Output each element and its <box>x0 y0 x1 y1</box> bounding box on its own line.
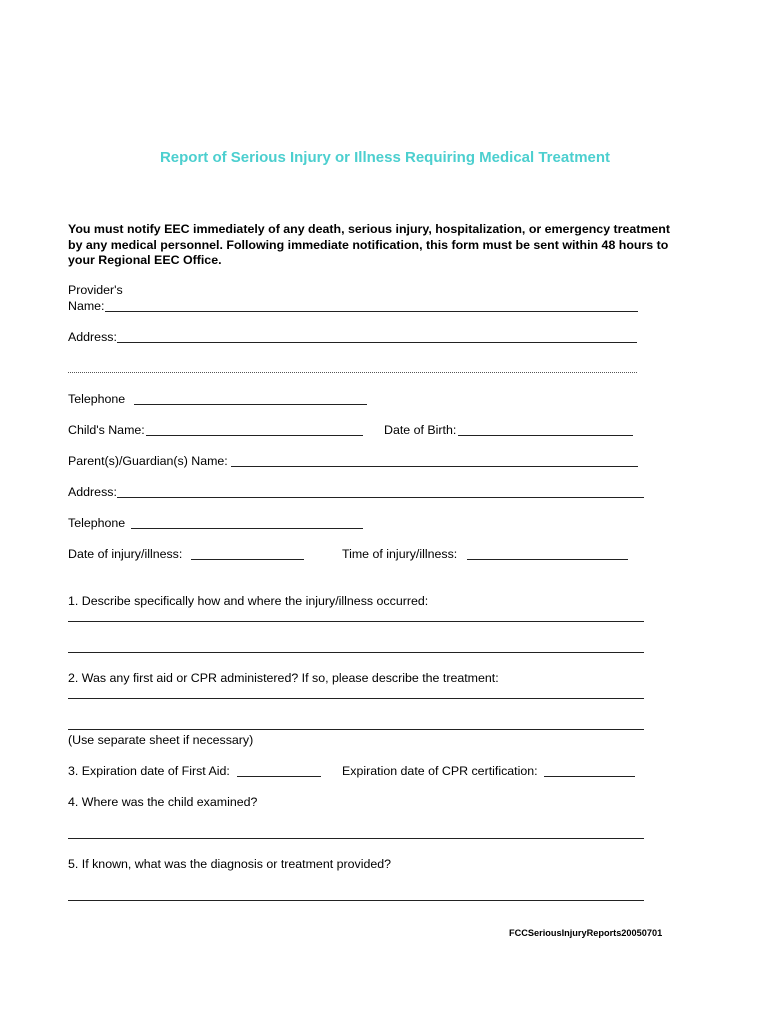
cpr-expiration-label: Expiration date of CPR certification: <box>342 764 538 778</box>
injury-time-field[interactable] <box>467 559 628 560</box>
provider-label-line1: Provider's <box>68 283 123 297</box>
intro-line-1: You must notify EEC immediately of any death, serious injury, hospitalization, or emergency treatment <box>68 222 670 236</box>
q2-answer-line-2[interactable] <box>68 729 644 730</box>
q5-answer-line[interactable] <box>68 900 644 901</box>
parent-name-field[interactable] <box>231 466 638 467</box>
parent-address-label: Address: <box>68 485 117 499</box>
provider-address-label: Address: <box>68 330 117 344</box>
q1-answer-line-1[interactable] <box>68 621 644 622</box>
q4-answer-line[interactable] <box>68 838 644 839</box>
parent-name-label: Parent(s)/Guardian(s) Name: <box>68 454 228 468</box>
provider-address-field-2[interactable] <box>68 372 637 373</box>
question-4: 4. Where was the child examined? <box>68 795 258 809</box>
question-3-first-aid-label: 3. Expiration date of First Aid: <box>68 764 230 778</box>
injury-time-label: Time of injury/illness: <box>342 547 458 561</box>
intro-notice <box>68 222 700 269</box>
provider-telephone-label: Telephone <box>68 392 126 406</box>
parent-address-field[interactable] <box>117 497 644 498</box>
q1-answer-line-2[interactable] <box>68 652 644 653</box>
intro-line-2: by any medical personnel. Following immediate notification, this form must be sent within 48 hours to <box>68 237 669 252</box>
dob-field[interactable] <box>458 435 633 436</box>
parent-telephone-label: Telephone <box>68 516 126 530</box>
injury-date-label: Date of injury/illness: <box>68 547 183 561</box>
provider-address-field[interactable] <box>117 342 637 343</box>
q2-answer-line-1[interactable] <box>68 698 644 699</box>
intro-line-3: your Regional EEC Office. <box>68 253 222 268</box>
provider-telephone-field[interactable] <box>134 404 367 405</box>
question-1: 1. Describe specifically how and where the injury/illness occurred: <box>68 594 429 608</box>
first-aid-expiration-field[interactable] <box>237 776 321 777</box>
provider-name-label: Name: <box>68 299 105 313</box>
parent-telephone-field[interactable] <box>131 528 363 529</box>
injury-date-field[interactable] <box>191 559 304 560</box>
child-name-label: Child's Name: <box>68 423 145 437</box>
footer-form-code: FCCSeriousInjuryReports20050701 <box>509 928 663 938</box>
separate-sheet-note: (Use separate sheet if necessary) <box>68 733 254 747</box>
dob-label: Date of Birth: <box>384 423 457 437</box>
question-5: 5. If known, what was the diagnosis or treatment provided? <box>68 857 392 871</box>
provider-name-field[interactable] <box>105 311 638 312</box>
form-title: Report of Serious Injury or Illness Requiring Medical Treatment <box>159 149 611 166</box>
question-2: 2. Was any first aid or CPR administered? If so, please describe the treatment: <box>68 671 499 685</box>
cpr-expiration-field[interactable] <box>544 776 635 777</box>
child-name-field[interactable] <box>146 435 363 436</box>
